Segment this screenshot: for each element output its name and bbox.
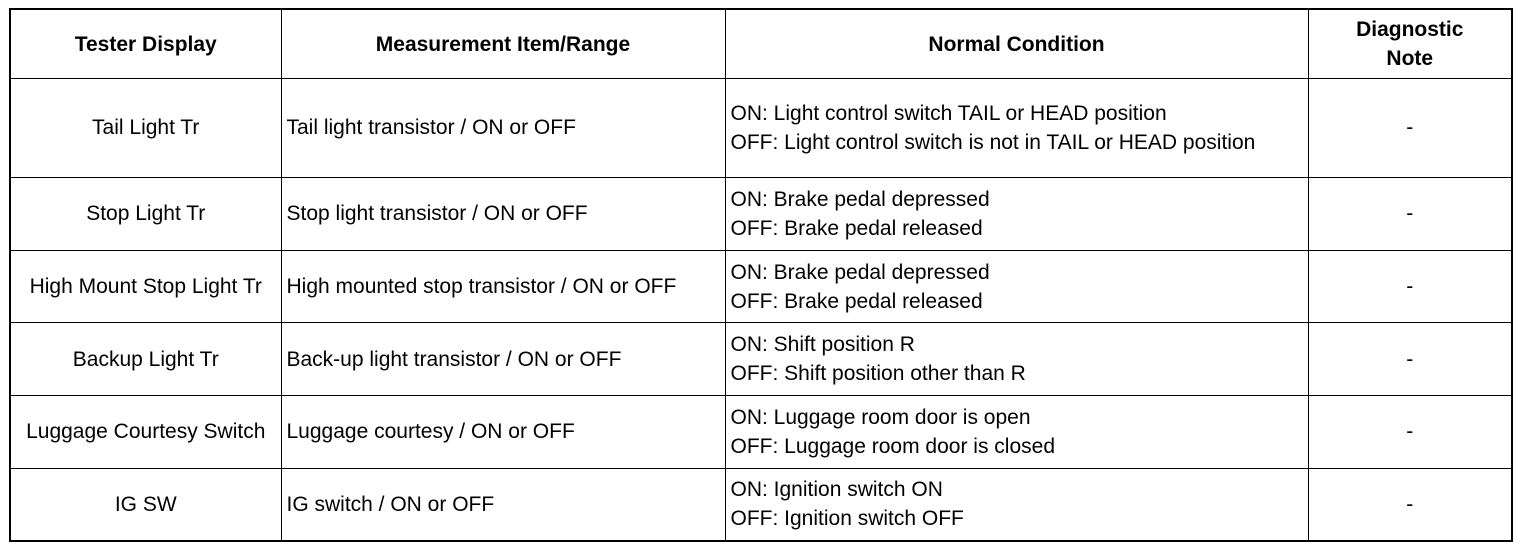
condition-on: ON: Brake pedal depressed	[730, 187, 990, 211]
normal-condition-cell	[725, 396, 1308, 469]
tester-display-cell: Tail Light Tr	[10, 79, 281, 178]
table-header-row	[10, 9, 1512, 79]
normal-condition-cell	[725, 250, 1308, 323]
condition-off: OFF: Brake pedal released	[730, 216, 983, 240]
diagnostic-note-cell: -	[1308, 323, 1512, 396]
measurement-cell: Stop light transistor / ON or OFF	[281, 177, 725, 250]
tester-display-cell: High Mount Stop Light Tr	[10, 250, 281, 323]
normal-condition-cell	[725, 79, 1308, 178]
tester-display-cell: Backup Light Tr	[10, 323, 281, 396]
header-tester-display: Tester Display	[10, 9, 281, 79]
condition-on: ON: Shift position R	[730, 333, 915, 357]
tester-display-cell: Luggage Courtesy Switch	[10, 396, 281, 469]
condition-off: OFF: Shift position other than R	[730, 362, 1026, 386]
condition-on: ON: Brake pedal depressed	[730, 260, 990, 284]
diagnostic-note-cell: -	[1308, 177, 1512, 250]
tester-display-cell: IG SW	[10, 468, 281, 541]
diagnostic-note-cell: -	[1308, 79, 1512, 178]
condition-off: OFF: Luggage room door is closed	[730, 434, 1055, 458]
header-measurement-item: Measurement Item/Range	[281, 9, 725, 79]
normal-condition-cell	[725, 323, 1308, 396]
condition-off: OFF: Ignition switch OFF	[730, 507, 964, 531]
table-row	[10, 468, 1512, 541]
table-row	[10, 396, 1512, 469]
diagnostic-note-cell: -	[1308, 250, 1512, 323]
normal-condition-cell	[725, 468, 1308, 541]
condition-on: ON: Ignition switch ON	[730, 478, 943, 502]
measurement-cell: Luggage courtesy / ON or OFF	[281, 396, 725, 469]
header-normal-condition: Normal Condition	[725, 9, 1308, 79]
diagnostic-note-cell: -	[1308, 396, 1512, 469]
measurement-cell: Back-up light transistor / ON or OFF	[281, 323, 725, 396]
table-row	[10, 177, 1512, 250]
condition-on: ON: Luggage room door is open	[730, 405, 1031, 429]
measurement-cell: IG switch / ON or OFF	[281, 468, 725, 541]
normal-condition-cell	[725, 177, 1308, 250]
measurement-cell: Tail light transistor / ON or OFF	[281, 79, 725, 178]
table-row	[10, 250, 1512, 323]
condition-on: ON: Light control switch TAIL or HEAD position	[730, 101, 1167, 125]
condition-off: OFF: Brake pedal released	[730, 289, 983, 313]
data-list-table-container	[9, 8, 1511, 542]
tester-display-cell: Stop Light Tr	[10, 177, 281, 250]
condition-off: OFF: Light control switch is not in TAIL or HEAD position	[730, 130, 1256, 154]
header-diagnostic-note: Diagnostic Note	[1308, 9, 1512, 79]
diagnostic-note-cell: -	[1308, 468, 1512, 541]
data-list-table	[9, 8, 1513, 542]
table-row	[10, 79, 1512, 178]
table-row	[10, 323, 1512, 396]
measurement-cell: High mounted stop transistor / ON or OFF	[281, 250, 725, 323]
